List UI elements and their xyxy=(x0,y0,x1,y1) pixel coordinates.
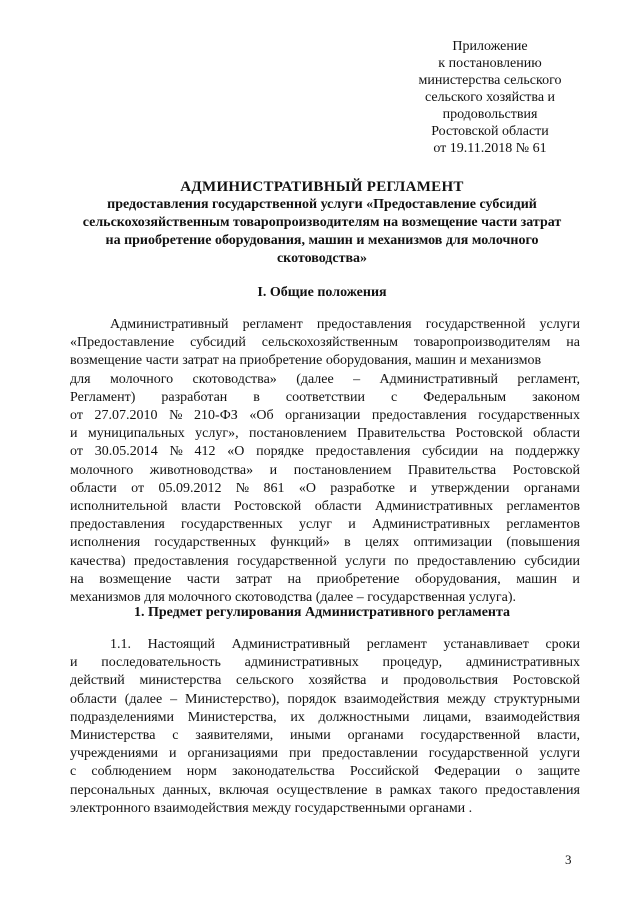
paragraph-word: Федеральным xyxy=(423,389,507,405)
paragraph-word: № xyxy=(235,480,250,496)
paragraph-word: Федерации xyxy=(434,764,501,780)
paragraph-word: последовательность xyxy=(101,655,221,671)
paragraph-word: от xyxy=(70,408,83,424)
paragraph-word: органами xyxy=(347,728,404,744)
paragraph-word: структурными xyxy=(493,691,580,707)
title-sub-line: на приобретение оборудования, машин и механизмов для молочного xyxy=(105,233,539,248)
paragraph-word: Ростовской xyxy=(234,499,302,515)
paragraph-line xyxy=(70,462,580,480)
paragraph-word: от xyxy=(131,480,145,496)
paragraph-word: услуги xyxy=(539,317,580,332)
paragraph-word: сельскохозяйственным xyxy=(261,335,398,351)
paragraph-word: между xyxy=(447,691,486,707)
paragraph-word: данных, xyxy=(162,782,212,798)
paragraph-line xyxy=(70,553,580,571)
paragraph-word: подразделениями xyxy=(70,709,175,725)
paragraph-word: Министерство), xyxy=(185,691,280,707)
paragraph-line xyxy=(70,516,580,534)
paragraph-word: 27.07.2010 xyxy=(94,408,158,424)
paragraph-word: на xyxy=(489,444,504,460)
paragraph-word: оборудования, xyxy=(414,571,501,587)
paragraph-word: включая xyxy=(218,782,269,798)
paragraph-word: 1.1. xyxy=(110,637,131,652)
paragraph-word: механизмов для молочного скотоводства (далее – государственная услуга). xyxy=(70,590,517,606)
paragraph-word: органами xyxy=(523,480,580,496)
paragraph-word: Ростовской xyxy=(512,673,580,689)
paragraph-word: молочного xyxy=(109,371,174,387)
paragraph-word: порядке xyxy=(256,444,304,460)
paragraph-word: утверждении xyxy=(431,480,510,496)
paragraph-word: законом xyxy=(532,389,580,405)
paragraph-line xyxy=(70,334,580,352)
paragraph-word: «О xyxy=(227,444,245,460)
paragraph-word: «Предоставление xyxy=(70,335,175,351)
paragraph-word: целях xyxy=(365,535,400,551)
paragraph-word: (далее xyxy=(124,691,163,707)
paragraph-word: и xyxy=(169,746,177,762)
paragraph-word: постановлением xyxy=(248,426,347,442)
annex-line: министерства сельского xyxy=(418,73,562,88)
paragraph-word: предоставлении xyxy=(321,746,418,762)
annex-line: к постановлению xyxy=(438,56,542,71)
paragraph-word: на xyxy=(70,571,84,587)
paragraph-word: сроки xyxy=(545,637,580,652)
paragraph-word: рамках xyxy=(389,782,432,798)
paragraph-word: о xyxy=(515,764,523,780)
paragraph-word: с xyxy=(70,764,77,780)
paragraph-word: – xyxy=(170,691,178,707)
paragraph-word: Министерства xyxy=(70,728,156,744)
paragraph-word: административных xyxy=(244,655,359,671)
paragraph-word: государственных xyxy=(478,408,580,424)
paragraph-word: государственных xyxy=(154,535,257,551)
paragraph-line xyxy=(70,389,580,407)
paragraph-word: регламентов xyxy=(506,499,580,515)
paragraph-word: от xyxy=(70,444,83,460)
paragraph-line xyxy=(70,571,580,589)
paragraph-word: области xyxy=(533,426,580,442)
paragraph-word: исполнения xyxy=(70,535,141,551)
paragraph-word: предоставления xyxy=(371,408,467,424)
paragraph-word: Правительства xyxy=(357,426,446,442)
paragraph-line xyxy=(70,800,580,818)
paragraph-line xyxy=(70,672,580,690)
annex-line: Ростовской области xyxy=(431,124,549,139)
paragraph-word: министерства xyxy=(139,673,222,689)
paragraph-word: 861 xyxy=(263,480,285,496)
paragraph-word: возмещение части затрат на приобретение оборудования, машин и механизмов xyxy=(70,353,542,369)
paragraph-line xyxy=(70,316,580,334)
paragraph-line xyxy=(70,480,580,498)
paragraph-word: взаимодействия xyxy=(344,691,440,707)
paragraph-word: 210-ФЗ xyxy=(194,408,238,424)
paragraph-word: в xyxy=(253,389,260,405)
paragraph-word: машин xyxy=(516,571,557,587)
paragraph-line xyxy=(70,425,580,443)
paragraph-word: государственной xyxy=(237,553,337,569)
title-sub-line: предоставления государственной услуги «Предоставление субсидий xyxy=(107,197,537,212)
paragraph-word: оптимизации xyxy=(413,535,493,551)
paragraph-word: на xyxy=(566,335,580,351)
paragraph-word: Административный xyxy=(110,317,229,332)
paragraph-word: административных xyxy=(465,655,580,671)
paragraph-line xyxy=(70,407,580,425)
paragraph-word: исполнительной xyxy=(70,499,168,515)
paragraph-word: субсидии xyxy=(422,444,478,460)
paragraph-word: «О xyxy=(298,480,316,496)
paragraph-word: постановлением xyxy=(293,462,392,478)
paragraph-word: хозяйства xyxy=(308,673,367,689)
paragraph-word: и xyxy=(70,426,78,442)
paragraph-word: № xyxy=(169,444,183,460)
paragraph-word: соблюдением xyxy=(91,764,172,780)
paragraph-word: при xyxy=(288,746,311,762)
paragraph-word: такого xyxy=(439,782,478,798)
paragraph-word: 05.09.2012 xyxy=(158,480,222,496)
paragraph-word: взаимодействия xyxy=(484,709,580,725)
annex-block xyxy=(400,38,580,157)
paragraph-word: государственных xyxy=(181,517,283,533)
paragraph-word: услуги xyxy=(539,746,580,762)
paragraph-word: с xyxy=(172,728,179,744)
paragraph-word: части xyxy=(186,571,220,587)
paragraph-line xyxy=(70,709,580,727)
paragraph-word: № xyxy=(169,408,183,424)
paragraph-word: качества) xyxy=(70,553,126,569)
paragraph-line xyxy=(70,534,580,552)
paragraph-word: возмещение xyxy=(99,571,172,587)
paragraph-word: иными xyxy=(290,728,331,744)
paragraph-word: субсидий xyxy=(190,335,246,351)
paragraph-word: соответствии xyxy=(285,389,365,405)
document-title xyxy=(62,178,582,268)
paragraph-word: субсидии xyxy=(524,553,580,569)
title-main: АДМИНИСТРАТИВНЫЙ РЕГЛАМЕНТ xyxy=(180,179,464,195)
paragraph-word: предоставлению xyxy=(417,553,516,569)
page-number: 3 xyxy=(565,852,572,867)
paragraph-word: лицами, xyxy=(423,709,472,725)
paragraph-word: регламент xyxy=(242,317,303,332)
section2-paragraph xyxy=(70,636,580,818)
paragraph-word: для xyxy=(70,371,91,387)
paragraph-word: власти, xyxy=(537,728,580,744)
paragraph-word: (повышения xyxy=(506,535,580,551)
section1-heading: I. Общие положения xyxy=(257,285,387,300)
paragraph-word: организации xyxy=(285,408,361,424)
paragraph-word: персональных xyxy=(70,782,156,798)
paragraph-word: функций» xyxy=(270,535,330,551)
annex-line: от 19.11.2018 № 61 xyxy=(433,141,547,156)
paragraph-word: Правительства xyxy=(408,462,497,478)
paragraph-word: организациями xyxy=(187,746,278,762)
paragraph-line xyxy=(70,691,580,709)
paragraph-word: Административных xyxy=(374,499,493,515)
paragraph-word: сельского xyxy=(236,673,294,689)
paragraph-word: услуги xyxy=(345,553,386,569)
paragraph-line xyxy=(70,498,580,516)
paragraph-line xyxy=(70,727,580,745)
paragraph-word: Ростовской xyxy=(455,426,523,442)
paragraph-word: должностными xyxy=(318,709,410,725)
paragraph-word: «Об xyxy=(249,408,274,424)
paragraph-word: разработан xyxy=(161,389,228,405)
paragraph-word: в xyxy=(344,535,351,551)
paragraph-word: области xyxy=(70,691,117,707)
paragraph-word: разработке xyxy=(330,480,395,496)
paragraph-word: их xyxy=(290,709,305,725)
title-sub-line: сельскохозяйственным товаропроизводителям на возмещение части затрат xyxy=(82,215,562,230)
paragraph-word: области xyxy=(70,480,117,496)
annex-line: продовольствия xyxy=(442,107,538,122)
paragraph-word: предоставления xyxy=(70,517,165,533)
paragraph-word: заявителями, xyxy=(195,728,274,744)
paragraph-word: на xyxy=(287,571,302,587)
paragraph-word: Российской xyxy=(349,764,419,780)
paragraph-word: и xyxy=(70,655,78,671)
paragraph-word: Административный xyxy=(379,371,499,387)
paragraph-line xyxy=(70,443,580,461)
paragraph-word: защите xyxy=(537,764,580,780)
paragraph-word: регламент xyxy=(366,637,427,652)
title-subtitle xyxy=(62,196,582,268)
paragraph-word: и xyxy=(269,462,278,478)
paragraph-word: государственной xyxy=(428,746,529,762)
title-sub-line: скотоводства» xyxy=(276,251,368,266)
paragraph-word: власти xyxy=(181,499,221,515)
section1-paragraph xyxy=(70,316,580,607)
paragraph-word: государственной xyxy=(425,317,526,332)
paragraph-line xyxy=(70,782,580,800)
paragraph-word: регламентов xyxy=(506,517,580,533)
paragraph-word: действий xyxy=(70,673,125,689)
paragraph-word: продовольствия xyxy=(403,673,499,689)
paragraph-word: Ростовской xyxy=(512,462,580,478)
paragraph-word: услуг xyxy=(299,517,332,533)
paragraph-word: регламент, xyxy=(517,371,580,387)
paragraph-word: (далее xyxy=(296,371,334,387)
paragraph-word: Административных xyxy=(372,517,491,533)
paragraph-word: 30.05.2014 xyxy=(94,444,158,460)
paragraph-word: Административный xyxy=(231,637,351,652)
paragraph-word: в xyxy=(375,782,382,798)
paragraph-word: и xyxy=(409,480,417,496)
annex-line: сельского хозяйства и xyxy=(424,90,556,105)
paragraph-word: Регламент) xyxy=(70,389,136,405)
paragraph-line xyxy=(70,371,580,389)
paragraph-word: области xyxy=(314,499,362,515)
paragraph-word: и xyxy=(348,517,356,533)
paragraph-word: затрат xyxy=(235,571,272,587)
paragraph-word: электронного взаимодействия между государственными органами . xyxy=(70,800,473,816)
paragraph-word: Министерства, xyxy=(187,709,277,725)
paragraph-word: законодательства xyxy=(232,764,335,780)
paragraph-line xyxy=(70,654,580,672)
paragraph-word: и xyxy=(572,571,580,587)
paragraph-word: животноводства» xyxy=(149,462,254,478)
paragraph-word: скотоводства» xyxy=(192,371,277,387)
paragraph-word: предоставления xyxy=(485,782,580,798)
paragraph-word: предоставления xyxy=(316,317,412,332)
paragraph-word: процедур, xyxy=(382,655,443,671)
paragraph-word: предоставления xyxy=(133,553,229,569)
paragraph-word: осуществление xyxy=(276,782,368,798)
paragraph-word: государственной xyxy=(420,728,521,744)
paragraph-word: предоставления xyxy=(315,444,411,460)
paragraph-word: 412 xyxy=(194,444,216,460)
paragraph-word: приобретение xyxy=(316,571,400,587)
paragraph-line xyxy=(70,745,580,763)
paragraph-line xyxy=(70,763,580,781)
paragraph-word: устанавливает xyxy=(443,637,529,652)
paragraph-word: норм xyxy=(186,764,217,780)
paragraph-word: – xyxy=(353,371,361,387)
paragraph-word: молочного xyxy=(70,462,134,478)
paragraph-word: товаропроизводителям xyxy=(413,335,551,351)
annex-line: Приложение xyxy=(452,39,528,54)
paragraph-line xyxy=(70,352,580,370)
paragraph-line xyxy=(70,636,580,654)
paragraph-word: порядок xyxy=(287,691,337,707)
paragraph-word: Настоящий xyxy=(147,637,216,652)
paragraph-word: и xyxy=(381,673,389,689)
section2-heading: 1. Предмет регулирования Административного регламента xyxy=(133,605,511,620)
paragraph-word: по xyxy=(394,553,409,569)
paragraph-word: муниципальных xyxy=(87,426,185,442)
paragraph-word: услуг», xyxy=(195,426,239,442)
paragraph-word: с xyxy=(390,389,398,405)
paragraph-word: поддержку xyxy=(515,444,580,460)
paragraph-word: учреждениями xyxy=(70,746,159,762)
